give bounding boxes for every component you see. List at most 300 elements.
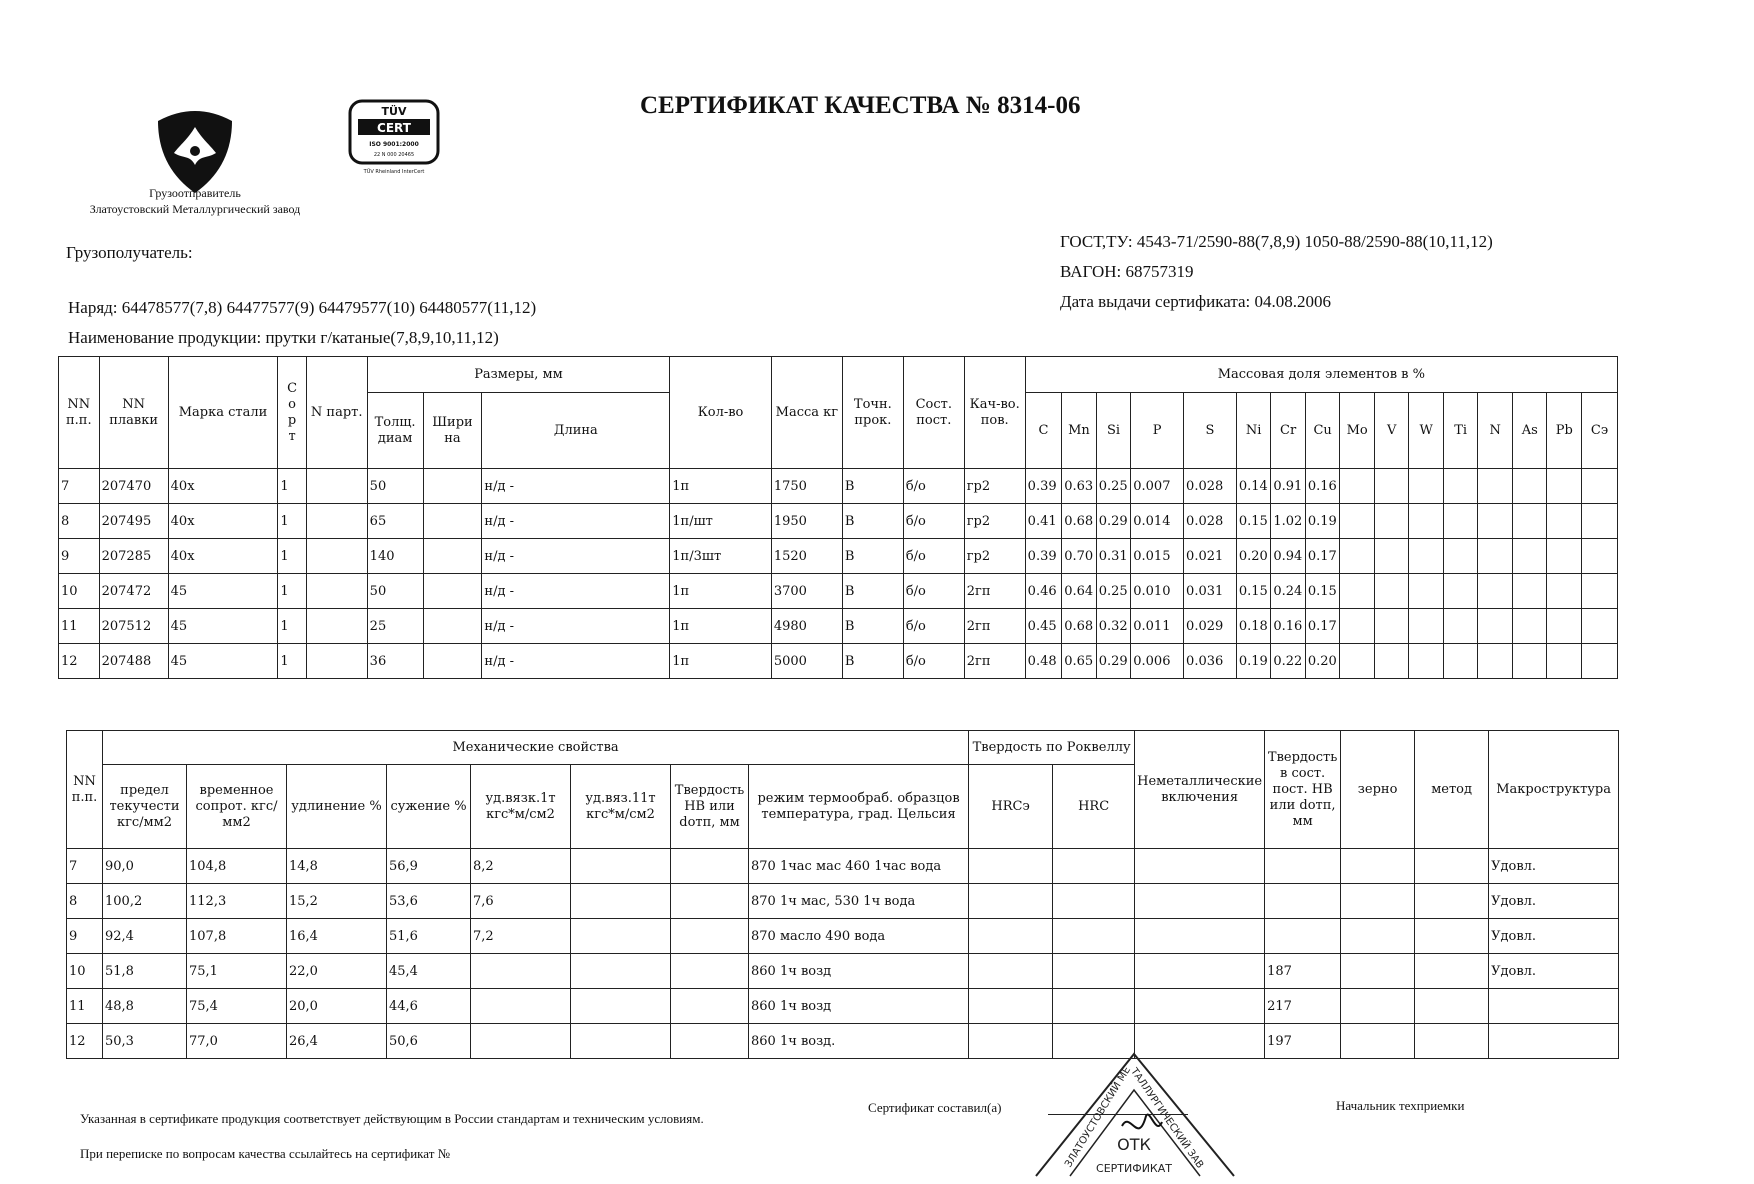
chem-cell-el-Cr: 1.02 bbox=[1271, 504, 1306, 539]
mech-cell-grain bbox=[1341, 919, 1415, 954]
chem-cell-el-As bbox=[1512, 539, 1547, 574]
chem-cell-el-P: 0.007 bbox=[1131, 469, 1184, 504]
chem-cell-el-W bbox=[1409, 469, 1444, 504]
chem-cell-grade: 45 bbox=[168, 574, 278, 609]
chem-cell-sort: 1 bbox=[278, 609, 306, 644]
mech-cell-tensile: 104,8 bbox=[187, 849, 287, 884]
mechanical-table bbox=[66, 730, 1619, 1059]
chem-cell-el-S: 0.036 bbox=[1184, 644, 1237, 679]
chem-cell-el-S: 0.028 bbox=[1184, 469, 1237, 504]
chem-cell-accuracy: В bbox=[842, 609, 903, 644]
tuv-bottom-text: TÜV Rheinland InterCert bbox=[363, 169, 425, 175]
chem-cell-el-C: 0.48 bbox=[1025, 644, 1062, 679]
chem-cell-el-V bbox=[1374, 644, 1409, 679]
mech-col-grain: зерно bbox=[1341, 731, 1415, 849]
tuv-reg-text: 22 N 000 20465 bbox=[373, 152, 415, 158]
chem-cell-el-Cr: 0.94 bbox=[1271, 539, 1306, 574]
mech-cell-treat: 870 1час мас 460 1час вода bbox=[749, 849, 969, 884]
chem-cell-heat: 207470 bbox=[99, 469, 168, 504]
chem-cell-nn: 8 bbox=[59, 504, 100, 539]
mech-cell-elong: 20,0 bbox=[287, 989, 387, 1024]
chem-col-sizes: Размеры, мм bbox=[367, 357, 670, 393]
chem-col-mass-share: Массовая доля элементов в % bbox=[1025, 357, 1617, 393]
chem-cell-quality: гр2 bbox=[964, 504, 1025, 539]
element-header-W: W bbox=[1409, 393, 1444, 469]
mech-cell-nonmetal bbox=[1135, 849, 1265, 884]
footer-statement: Указанная в сертификате продукция соответствует действующим в России стандартам и техническим условиям. bbox=[80, 1111, 704, 1126]
mech-col-hrce: HRCэ bbox=[969, 765, 1053, 849]
chem-cell-el-Si: 0.32 bbox=[1096, 609, 1131, 644]
element-header-Pb: Pb bbox=[1547, 393, 1582, 469]
mech-cell-treat: 870 масло 490 вода bbox=[749, 919, 969, 954]
mech-cell-treat: 870 1ч мас, 530 1ч вода bbox=[749, 884, 969, 919]
mech-cell-yield: 50,3 bbox=[103, 1024, 187, 1059]
mech-col-hb-state: Твердость в сост. пост. НВ или dотп, мм bbox=[1265, 731, 1341, 849]
chem-cell-el-Сэ bbox=[1582, 469, 1618, 504]
chem-cell-el-Cr: 0.91 bbox=[1271, 469, 1306, 504]
mech-cell-grain bbox=[1341, 989, 1415, 1024]
chem-cell-el-Mn: 0.64 bbox=[1062, 574, 1097, 609]
mech-cell-hrce bbox=[969, 954, 1053, 989]
element-header-Ti: Ti bbox=[1443, 393, 1478, 469]
chem-cell-el-Ti bbox=[1443, 539, 1478, 574]
chem-cell-length: н/д - bbox=[482, 539, 670, 574]
chem-cell-nn: 7 bbox=[59, 469, 100, 504]
chem-cell-el-C: 0.39 bbox=[1025, 539, 1062, 574]
chem-cell-grade: 45 bbox=[168, 644, 278, 679]
chem-cell-el-Pb bbox=[1547, 504, 1582, 539]
mech-cell-hrc bbox=[1053, 884, 1135, 919]
chem-cell-el-P: 0.011 bbox=[1131, 609, 1184, 644]
chem-row bbox=[59, 644, 1618, 679]
mech-cell-nn: 11 bbox=[67, 989, 103, 1024]
chem-cell-quality: гр2 bbox=[964, 469, 1025, 504]
chem-cell-state: б/о bbox=[903, 469, 964, 504]
chem-cell-accuracy: В bbox=[842, 504, 903, 539]
chem-cell-sort: 1 bbox=[278, 644, 306, 679]
mech-cell-kcu2 bbox=[571, 849, 671, 884]
chem-cell-el-S: 0.031 bbox=[1184, 574, 1237, 609]
chem-cell-thick: 50 bbox=[367, 469, 423, 504]
chem-cell-el-Сэ bbox=[1582, 609, 1618, 644]
mech-cell-narrow: 45,4 bbox=[387, 954, 471, 989]
mech-cell-grain bbox=[1341, 849, 1415, 884]
mech-cell-hb bbox=[671, 884, 749, 919]
chem-cell-el-Cu: 0.16 bbox=[1305, 469, 1340, 504]
chem-col-batch: N парт. bbox=[306, 357, 367, 469]
mech-row bbox=[67, 849, 1619, 884]
chem-cell-el-Ni: 0.19 bbox=[1236, 644, 1271, 679]
chem-cell-thick: 25 bbox=[367, 609, 423, 644]
chem-cell-sort: 1 bbox=[278, 574, 306, 609]
mech-cell-macro bbox=[1489, 1024, 1619, 1059]
element-header-Si: Si bbox=[1096, 393, 1131, 469]
mech-cell-yield: 90,0 bbox=[103, 849, 187, 884]
footer-reference: При переписке по вопросам качества ссылайтесь на сертификат № bbox=[80, 1146, 451, 1161]
chem-cell-heat: 207285 bbox=[99, 539, 168, 574]
chem-cell-thick: 36 bbox=[367, 644, 423, 679]
mech-cell-nn: 9 bbox=[67, 919, 103, 954]
tuv-cert-text: CERT bbox=[377, 121, 411, 135]
chem-cell-el-Pb bbox=[1547, 644, 1582, 679]
chem-cell-mass: 3700 bbox=[771, 574, 842, 609]
chem-cell-sort: 1 bbox=[278, 504, 306, 539]
chem-cell-state: б/о bbox=[903, 574, 964, 609]
mech-cell-tensile: 77,0 bbox=[187, 1024, 287, 1059]
chem-cell-length: н/д - bbox=[482, 644, 670, 679]
chem-cell-state: б/о bbox=[903, 539, 964, 574]
mech-cell-method bbox=[1415, 849, 1489, 884]
chem-cell-el-Cu: 0.17 bbox=[1305, 539, 1340, 574]
chem-cell-el-Ni: 0.15 bbox=[1236, 574, 1271, 609]
chem-cell-qty: 1п bbox=[670, 644, 772, 679]
chem-cell-grade: 45 bbox=[168, 609, 278, 644]
chem-cell-heat: 207472 bbox=[99, 574, 168, 609]
chem-col-nn: NN п.п. bbox=[59, 357, 100, 469]
chem-row bbox=[59, 539, 1618, 574]
chem-cell-mass: 4980 bbox=[771, 609, 842, 644]
mech-col-hb: Твердость НВ или dотп, мм bbox=[671, 765, 749, 849]
chem-cell-el-Ni: 0.18 bbox=[1236, 609, 1271, 644]
mech-cell-hrce bbox=[969, 989, 1053, 1024]
chem-col-width: Шири на bbox=[423, 393, 482, 469]
mech-cell-treat: 860 1ч возд. bbox=[749, 1024, 969, 1059]
chem-cell-el-V bbox=[1374, 539, 1409, 574]
chem-col-qty: Кол-во bbox=[670, 357, 772, 469]
mech-cell-hrce bbox=[969, 884, 1053, 919]
chem-cell-el-N bbox=[1478, 469, 1513, 504]
chem-col-thick: Толщ. диам bbox=[367, 393, 423, 469]
chem-cell-el-N bbox=[1478, 644, 1513, 679]
chem-cell-accuracy: В bbox=[842, 574, 903, 609]
chem-cell-el-C: 0.39 bbox=[1025, 469, 1062, 504]
chem-cell-mass: 1520 bbox=[771, 539, 842, 574]
mech-col-narrow: сужение % bbox=[387, 765, 471, 849]
chem-cell-el-Ti bbox=[1443, 644, 1478, 679]
plant-logo-icon bbox=[150, 105, 240, 195]
mech-cell-hb_state bbox=[1265, 919, 1341, 954]
chem-cell-qty: 1п/шт bbox=[670, 504, 772, 539]
chem-cell-width bbox=[423, 609, 482, 644]
mech-cell-kcu2 bbox=[571, 1024, 671, 1059]
chem-cell-el-Сэ bbox=[1582, 574, 1618, 609]
element-header-V: V bbox=[1374, 393, 1409, 469]
chem-col-sort: С о р т bbox=[278, 357, 306, 469]
mech-cell-kcu2 bbox=[571, 954, 671, 989]
mech-cell-hb_state: 197 bbox=[1265, 1024, 1341, 1059]
element-header-N: N bbox=[1478, 393, 1513, 469]
mech-cell-yield: 92,4 bbox=[103, 919, 187, 954]
mech-cell-method bbox=[1415, 989, 1489, 1024]
mech-cell-nonmetal bbox=[1135, 989, 1265, 1024]
mech-col-nonmetal: Неметаллические включения bbox=[1135, 731, 1265, 849]
chem-cell-batch bbox=[306, 644, 367, 679]
chem-cell-heat: 207512 bbox=[99, 609, 168, 644]
mech-col-yield: предел текучести кгс/мм2 bbox=[103, 765, 187, 849]
chem-cell-el-Si: 0.29 bbox=[1096, 504, 1131, 539]
chem-cell-el-Mn: 0.68 bbox=[1062, 609, 1097, 644]
chem-cell-el-Сэ bbox=[1582, 504, 1618, 539]
chem-cell-thick: 50 bbox=[367, 574, 423, 609]
mech-col-heat-treat: режим термообраб. образцов температура, град. Цельсия bbox=[749, 765, 969, 849]
chem-cell-thick: 140 bbox=[367, 539, 423, 574]
chem-cell-el-Mo bbox=[1340, 609, 1375, 644]
mech-cell-elong: 16,4 bbox=[287, 919, 387, 954]
footer-chief: Начальник техприемки bbox=[1336, 1098, 1465, 1113]
chem-cell-el-As bbox=[1512, 609, 1547, 644]
chem-cell-el-Mo bbox=[1340, 574, 1375, 609]
footer-composed: Сертификат составил(а) bbox=[868, 1100, 1002, 1115]
mech-row bbox=[67, 1024, 1619, 1059]
mech-cell-nn: 10 bbox=[67, 954, 103, 989]
shipper-label: Грузоотправитель bbox=[149, 186, 241, 200]
mech-cell-yield: 100,2 bbox=[103, 884, 187, 919]
chem-cell-el-Si: 0.29 bbox=[1096, 644, 1131, 679]
mech-cell-nonmetal bbox=[1135, 954, 1265, 989]
mech-col-elong: удлинение % bbox=[287, 765, 387, 849]
mech-cell-kcu1: 7,2 bbox=[471, 919, 571, 954]
mech-cell-macro: Удовл. bbox=[1489, 919, 1619, 954]
mech-cell-hb_state bbox=[1265, 884, 1341, 919]
mech-cell-kcu1: 7,6 bbox=[471, 884, 571, 919]
chem-cell-el-S: 0.029 bbox=[1184, 609, 1237, 644]
shipper-block bbox=[70, 185, 320, 217]
mech-col-hrc: HRC bbox=[1053, 765, 1135, 849]
stamp-label-text: СЕРТИФИКАТ bbox=[1096, 1162, 1172, 1175]
issue-date-line: Дата выдачи сертификата: 04.08.2006 bbox=[1060, 292, 1331, 311]
chem-cell-el-Si: 0.25 bbox=[1096, 469, 1131, 504]
mech-cell-macro: Удовл. bbox=[1489, 849, 1619, 884]
mech-col-method: метод bbox=[1415, 731, 1489, 849]
mech-cell-macro: Удовл. bbox=[1489, 954, 1619, 989]
mech-cell-method bbox=[1415, 954, 1489, 989]
chem-cell-el-C: 0.45 bbox=[1025, 609, 1062, 644]
mech-cell-grain bbox=[1341, 884, 1415, 919]
chem-col-grade: Марка стали bbox=[168, 357, 278, 469]
mech-cell-hrce bbox=[969, 849, 1053, 884]
mech-col-kcu1: уд.вязк.1т кгс*м/см2 bbox=[471, 765, 571, 849]
tuv-iso-text: ISO 9001:2000 bbox=[369, 141, 419, 148]
chem-cell-thick: 65 bbox=[367, 504, 423, 539]
chem-cell-el-Сэ bbox=[1582, 644, 1618, 679]
chem-cell-width bbox=[423, 539, 482, 574]
chem-cell-el-N bbox=[1478, 609, 1513, 644]
chem-cell-length: н/д - bbox=[482, 469, 670, 504]
element-header-As: As bbox=[1512, 393, 1547, 469]
chem-cell-el-Mo bbox=[1340, 644, 1375, 679]
chem-cell-mass: 1950 bbox=[771, 504, 842, 539]
chem-cell-quality: 2гп bbox=[964, 609, 1025, 644]
stamp-ring-text: ЗЛАТОУСТОВСКИЙ МЕТАЛЛУРГИЧЕСКИЙ ЗАВ bbox=[1063, 1064, 1206, 1171]
chem-cell-length: н/д - bbox=[482, 609, 670, 644]
chem-cell-heat: 207495 bbox=[99, 504, 168, 539]
mech-cell-hb bbox=[671, 989, 749, 1024]
chem-cell-nn: 10 bbox=[59, 574, 100, 609]
chem-cell-state: б/о bbox=[903, 644, 964, 679]
chem-cell-el-Ti bbox=[1443, 609, 1478, 644]
chem-cell-heat: 207488 bbox=[99, 644, 168, 679]
chem-cell-length: н/д - bbox=[482, 574, 670, 609]
element-header-C: C bbox=[1025, 393, 1062, 469]
chem-cell-grade: 40х bbox=[168, 469, 278, 504]
chem-col-heat: NN плавки bbox=[99, 357, 168, 469]
chemistry-table bbox=[58, 356, 1618, 679]
chem-cell-el-Cr: 0.22 bbox=[1271, 644, 1306, 679]
chem-cell-el-Mo bbox=[1340, 469, 1375, 504]
chem-cell-qty: 1п/3шт bbox=[670, 539, 772, 574]
chem-cell-el-As bbox=[1512, 574, 1547, 609]
chem-cell-width bbox=[423, 644, 482, 679]
mech-cell-kcu2 bbox=[571, 989, 671, 1024]
mech-cell-hb bbox=[671, 919, 749, 954]
stamp-center-text: ОТК bbox=[1117, 1135, 1151, 1154]
mech-cell-nn: 7 bbox=[67, 849, 103, 884]
chem-cell-el-Cr: 0.16 bbox=[1271, 609, 1306, 644]
chem-cell-qty: 1п bbox=[670, 574, 772, 609]
chem-cell-mass: 5000 bbox=[771, 644, 842, 679]
chem-col-accuracy: Точн. прок. bbox=[842, 357, 903, 469]
mech-cell-hrce bbox=[969, 919, 1053, 954]
chem-cell-accuracy: В bbox=[842, 644, 903, 679]
chem-cell-width bbox=[423, 504, 482, 539]
chem-cell-el-N bbox=[1478, 539, 1513, 574]
element-header-P: P bbox=[1131, 393, 1184, 469]
chem-cell-quality: гр2 bbox=[964, 539, 1025, 574]
mech-cell-method bbox=[1415, 884, 1489, 919]
mech-cell-elong: 14,8 bbox=[287, 849, 387, 884]
mech-cell-method bbox=[1415, 919, 1489, 954]
chem-row bbox=[59, 504, 1618, 539]
chem-cell-el-Mn: 0.70 bbox=[1062, 539, 1097, 574]
chem-cell-el-Cu: 0.20 bbox=[1305, 644, 1340, 679]
chem-col-mass: Масса кг bbox=[771, 357, 842, 469]
element-header-S: S bbox=[1184, 393, 1237, 469]
chem-cell-sort: 1 bbox=[278, 539, 306, 574]
chem-cell-el-Pb bbox=[1547, 574, 1582, 609]
mech-cell-elong: 15,2 bbox=[287, 884, 387, 919]
mech-cell-narrow: 51,6 bbox=[387, 919, 471, 954]
mech-cell-hb_state bbox=[1265, 849, 1341, 884]
tuv-cert-logo bbox=[344, 95, 444, 177]
chem-col-quality: Кач-во. пов. bbox=[964, 357, 1025, 469]
chem-cell-el-N bbox=[1478, 574, 1513, 609]
chem-cell-nn: 9 bbox=[59, 539, 100, 574]
chem-cell-el-Ni: 0.15 bbox=[1236, 504, 1271, 539]
mech-col-mech: Механические свойства bbox=[103, 731, 969, 765]
mech-col-rockwell: Твердость по Роквеллу bbox=[969, 731, 1135, 765]
chem-cell-quality: 2гп bbox=[964, 574, 1025, 609]
mech-row bbox=[67, 989, 1619, 1024]
mech-cell-tensile: 107,8 bbox=[187, 919, 287, 954]
chem-cell-el-N bbox=[1478, 504, 1513, 539]
chem-cell-batch bbox=[306, 539, 367, 574]
chem-cell-nn: 12 bbox=[59, 644, 100, 679]
chem-cell-el-As bbox=[1512, 504, 1547, 539]
mech-cell-tensile: 75,1 bbox=[187, 954, 287, 989]
certificate-title: СЕРТИФИКАТ КАЧЕСТВА № 8314-06 bbox=[640, 92, 1081, 119]
mech-cell-tensile: 112,3 bbox=[187, 884, 287, 919]
mech-cell-hrc bbox=[1053, 989, 1135, 1024]
mech-row bbox=[67, 954, 1619, 989]
chem-cell-el-V bbox=[1374, 504, 1409, 539]
otk-stamp bbox=[1030, 1050, 1240, 1180]
chem-row bbox=[59, 469, 1618, 504]
mech-cell-yield: 51,8 bbox=[103, 954, 187, 989]
mech-cell-hb_state: 217 bbox=[1265, 989, 1341, 1024]
chem-cell-el-C: 0.41 bbox=[1025, 504, 1062, 539]
chem-cell-el-Cr: 0.24 bbox=[1271, 574, 1306, 609]
chem-cell-el-Mo bbox=[1340, 504, 1375, 539]
chem-cell-nn: 11 bbox=[59, 609, 100, 644]
chem-cell-length: н/д - bbox=[482, 504, 670, 539]
mech-cell-grain bbox=[1341, 954, 1415, 989]
order-line: Наряд: 64478577(7,8) 64477577(9) 64479577(10) 64480577(11,12) bbox=[68, 298, 537, 317]
mech-cell-method bbox=[1415, 1024, 1489, 1059]
chem-cell-el-W bbox=[1409, 644, 1444, 679]
consignee-label: Грузополучатель: bbox=[66, 243, 193, 262]
chem-cell-el-Ni: 0.20 bbox=[1236, 539, 1271, 574]
mech-cell-kcu2 bbox=[571, 884, 671, 919]
chem-cell-state: б/о bbox=[903, 504, 964, 539]
chem-cell-el-W bbox=[1409, 609, 1444, 644]
chem-cell-el-Mo bbox=[1340, 539, 1375, 574]
mech-cell-kcu1 bbox=[471, 954, 571, 989]
tuv-top-text: TÜV bbox=[381, 105, 407, 118]
chem-cell-el-W bbox=[1409, 504, 1444, 539]
mech-col-macro: Макроструктура bbox=[1489, 731, 1619, 849]
mech-col-tensile: временное сопрот. кгс/мм2 bbox=[187, 765, 287, 849]
mech-row bbox=[67, 919, 1619, 954]
mech-cell-macro: Удовл. bbox=[1489, 884, 1619, 919]
gost-line: ГОСТ,ТУ: 4543-71/2590-88(7,8,9) 1050-88/2590-88(10,11,12) bbox=[1060, 232, 1493, 251]
mech-row bbox=[67, 884, 1619, 919]
chem-cell-accuracy: В bbox=[842, 469, 903, 504]
chem-cell-el-V bbox=[1374, 609, 1409, 644]
chem-cell-mass: 1750 bbox=[771, 469, 842, 504]
mech-cell-elong: 22,0 bbox=[287, 954, 387, 989]
mech-cell-hb bbox=[671, 1024, 749, 1059]
mech-cell-kcu1: 8,2 bbox=[471, 849, 571, 884]
chem-cell-batch bbox=[306, 504, 367, 539]
chem-cell-el-As bbox=[1512, 469, 1547, 504]
mech-cell-grain bbox=[1341, 1024, 1415, 1059]
chem-cell-el-Si: 0.25 bbox=[1096, 574, 1131, 609]
mech-cell-nn: 12 bbox=[67, 1024, 103, 1059]
chem-cell-el-P: 0.006 bbox=[1131, 644, 1184, 679]
mech-col-kcu2: уд.вяз.11т кгс*м/см2 bbox=[571, 765, 671, 849]
mech-cell-treat: 860 1ч возд bbox=[749, 954, 969, 989]
chem-cell-quality: 2гп bbox=[964, 644, 1025, 679]
mech-cell-narrow: 44,6 bbox=[387, 989, 471, 1024]
chem-cell-el-Ti bbox=[1443, 469, 1478, 504]
mech-cell-hb bbox=[671, 849, 749, 884]
chem-cell-grade: 40х bbox=[168, 504, 278, 539]
chem-cell-width bbox=[423, 574, 482, 609]
element-header-Сэ: Сэ bbox=[1582, 393, 1618, 469]
chem-cell-el-Ti bbox=[1443, 504, 1478, 539]
chem-cell-el-Cu: 0.17 bbox=[1305, 609, 1340, 644]
element-header-Mo: Mo bbox=[1340, 393, 1375, 469]
chem-cell-el-V bbox=[1374, 469, 1409, 504]
chem-cell-el-P: 0.015 bbox=[1131, 539, 1184, 574]
chem-col-length: Длина bbox=[482, 393, 670, 469]
chem-cell-el-Cu: 0.19 bbox=[1305, 504, 1340, 539]
chem-cell-sort: 1 bbox=[278, 469, 306, 504]
mech-cell-kcu2 bbox=[571, 919, 671, 954]
mech-cell-macro bbox=[1489, 989, 1619, 1024]
chem-col-state: Сост. пост. bbox=[903, 357, 964, 469]
chem-cell-el-V bbox=[1374, 574, 1409, 609]
